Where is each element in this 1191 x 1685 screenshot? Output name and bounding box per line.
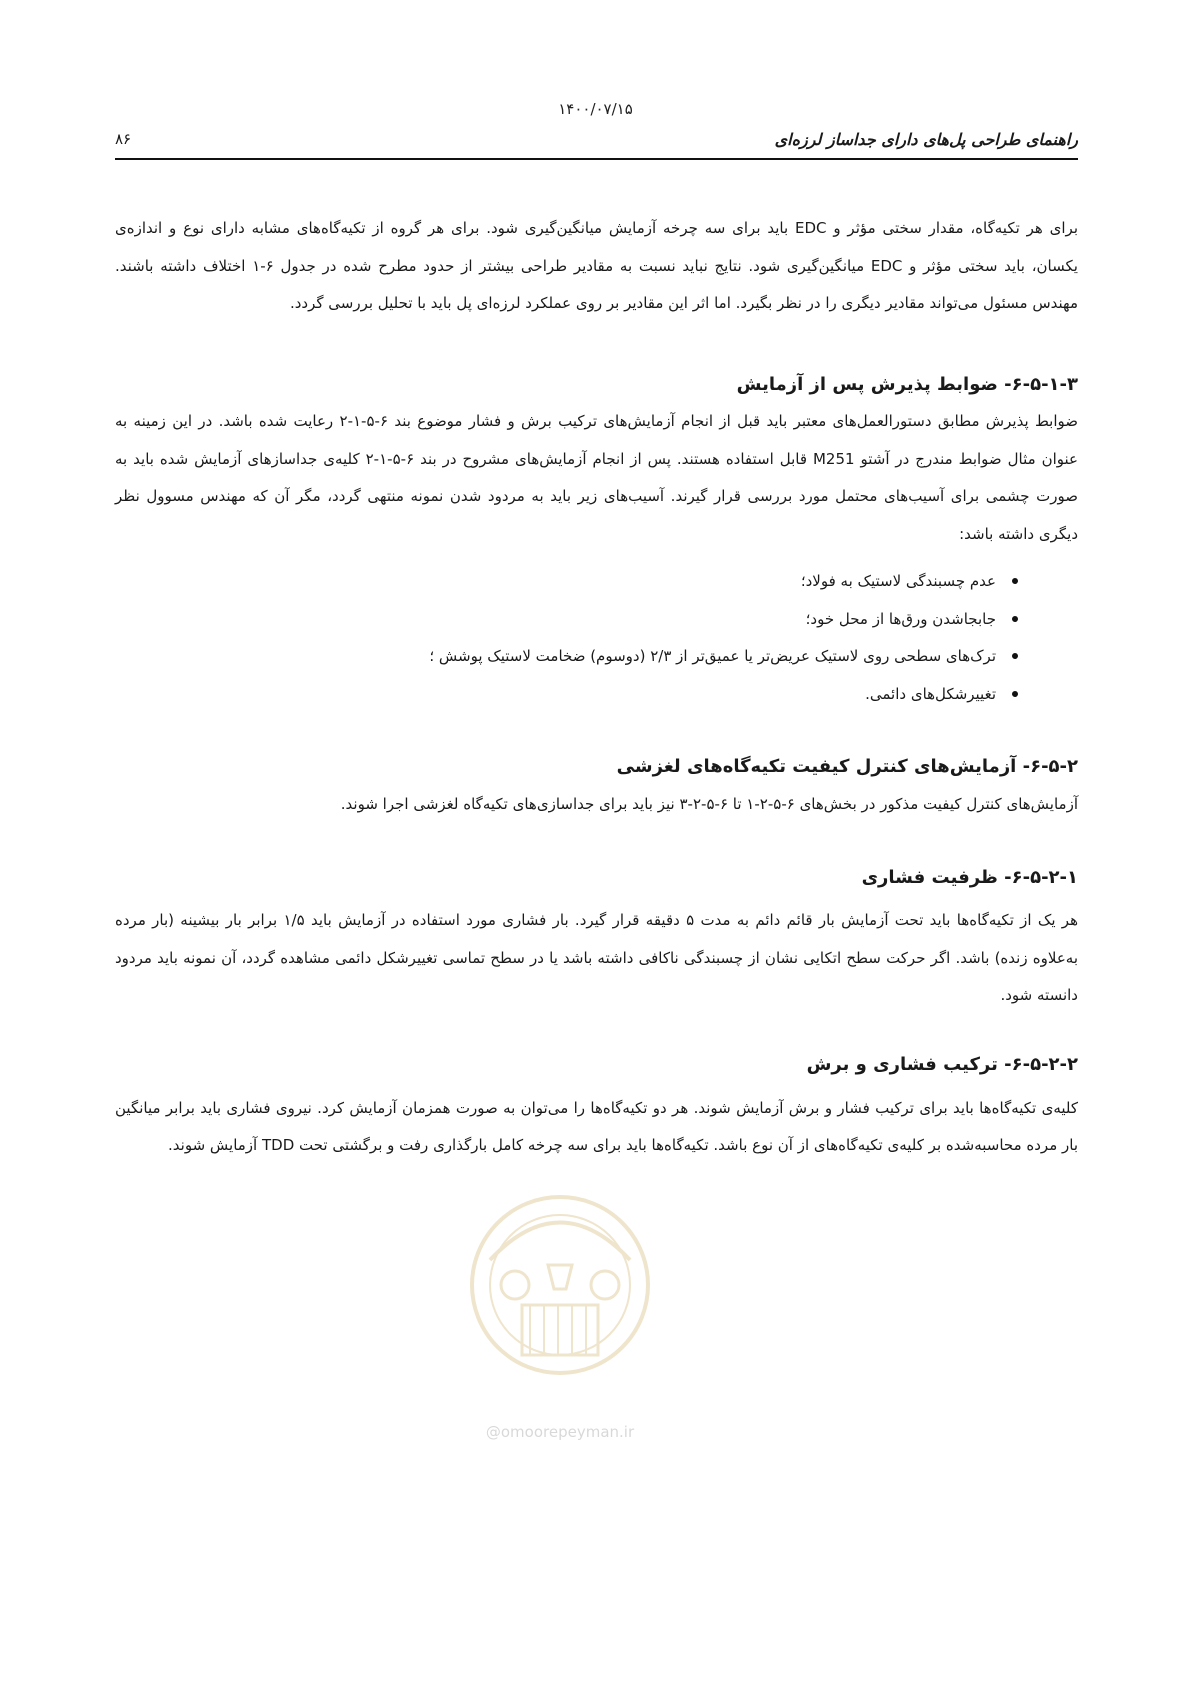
page-header <box>115 128 1078 160</box>
section-heading-compressive-capacity: ۶-۵-۲-۱- ظرفیت فشاری <box>861 866 1078 888</box>
damage-list <box>115 563 1078 713</box>
watermark-text: @omoorepeyman.ir <box>485 1423 635 1441</box>
list-item: جابجاشدن ورق‌ها از محل خود؛ <box>115 601 1018 639</box>
acceptance-paragraph: ضوابط پذیرش مطابق دستورالعمل‌های معتبر باید قبل از انجام آزمایش‌های ترکیب برش و فشار موضوع بند ۶-۵-۱-۲ رعایت شده باشد. در این زمینه به عنوان مثال ضوابط مندرج در آشتو M251 قابل استفاده هستند. پس از انجام آزمایش‌های مشروح در بند ۶-۵-۱-۲ کلیه‌ی جداسازهای آزمایش شده باید به صورت چشمی برای آسیب‌های محتمل مورد بررسی قرار گیرند. آسیب‌های زیر باید به مردود شدن نمونه منتهی گردد، مگر آن که مهندس مسوول نظر دیگری داشته باشد: <box>115 412 1079 543</box>
intro-paragraph: برای هر تکیه‌گاه، مقدار سختی مؤثر و EDC باید برای سه چرخه آزمایش میانگین‌گیری شود. برای هر گروه از تکیه‌گاه‌های مشابه دارای نوع و اندازه‌ی یکسان، باید سختی مؤثر و EDC میانگین‌گیری شود. نتایج نباید نسبت به مقادیر طراحی بیشتر از حدود مطرح شده در جدول ۶-۱ اختلاف داشته باشند. مهندس مسئول می‌تواند مقادیر دیگری را در نظر بگیرد. اما اثر این مقادیر بر روی عملکرد لرزه‌ای پل باید با تحلیل بررسی گردد. <box>115 219 1079 312</box>
bullet-icon <box>1012 691 1018 697</box>
list-item: ترک‌های سطحی روی لاستیک عریض‌تر یا عمیق‌تر از ۲/۳ (دوسوم) ضخامت لاستیک پوشش ؛ <box>115 638 1018 676</box>
running-title: راهنمای طراحی پل‌های دارای جداساز لرزه‌ای <box>774 130 1078 149</box>
section-heading-sliding-bearings: ۶-۵-۲- آزمایش‌های کنترل کیفیت تکیه‌گاه‌های لغزشی <box>616 756 1078 778</box>
list-item: عدم چسبندگی لاستیک به فولاد؛ <box>115 563 1018 601</box>
bullet-icon <box>1012 578 1018 584</box>
seal-icon <box>460 1165 660 1415</box>
page-number: ۸۶ <box>115 130 132 148</box>
list-item: تغییرشکل‌های دائمی. <box>115 676 1018 714</box>
bullet-icon <box>1012 653 1018 659</box>
section-heading-combined-compression-shear: ۶-۵-۲-۲- ترکیب فشاری و برش <box>806 1053 1078 1075</box>
compressive-capacity-paragraph: هر یک از تکیه‌گاه‌ها باید تحت آزمایش بار قائم دائم به مدت ۵ دقیقه قرار گیرد. بار فشاری مورد استفاده در آزمایش باید ۱/۵ برابر بار بیشینه (بار مرده به‌علاوه زنده) باشد. اگر حرکت سطح اتکایی نشان از چسبندگی ناکافی داشته باشد یا در سطح تماسی تغییرشکل دائمی مشاهده گردد، آن نمونه باید مردود دانسته شود. <box>115 911 1078 1005</box>
section-heading-acceptance-criteria: ۶-۵-۱-۳- ضوابط پذیرش پس از آزمایش <box>736 373 1078 395</box>
watermark-seal <box>460 1165 660 1465</box>
combined-test-paragraph: کلیه‌ی تکیه‌گاه‌ها باید برای ترکیب فشار و برش آزمایش شوند. هر دو تکیه‌گاه‌ها را می‌توان به صورت همزمان آزمایش کرد. نیروی فشاری باید برابر میانگین بار مرده محاسبه‌شده بر کلیه‌ی تکیه‌گاه‌های از آن نوع باشد. تکیه‌گاه‌ها باید برای سه چرخه کامل بارگذاری رفت و برگشتی تحت TDD آزمایش شوند. <box>115 1098 1078 1155</box>
document-body <box>115 210 1078 1165</box>
page-date: ۱۴۰۰/۰۷/۱۵ <box>558 100 633 118</box>
sliding-bearings-paragraph: آزمایش‌های کنترل کیفیت مذکور در بخش‌های ۶-۵-۲-۱ تا ۶-۵-۲-۳ نیز باید برای جداسازی‌های تکیه‌گاه لغزشی اجرا شوند. <box>340 795 1078 814</box>
bullet-icon <box>1012 616 1018 622</box>
